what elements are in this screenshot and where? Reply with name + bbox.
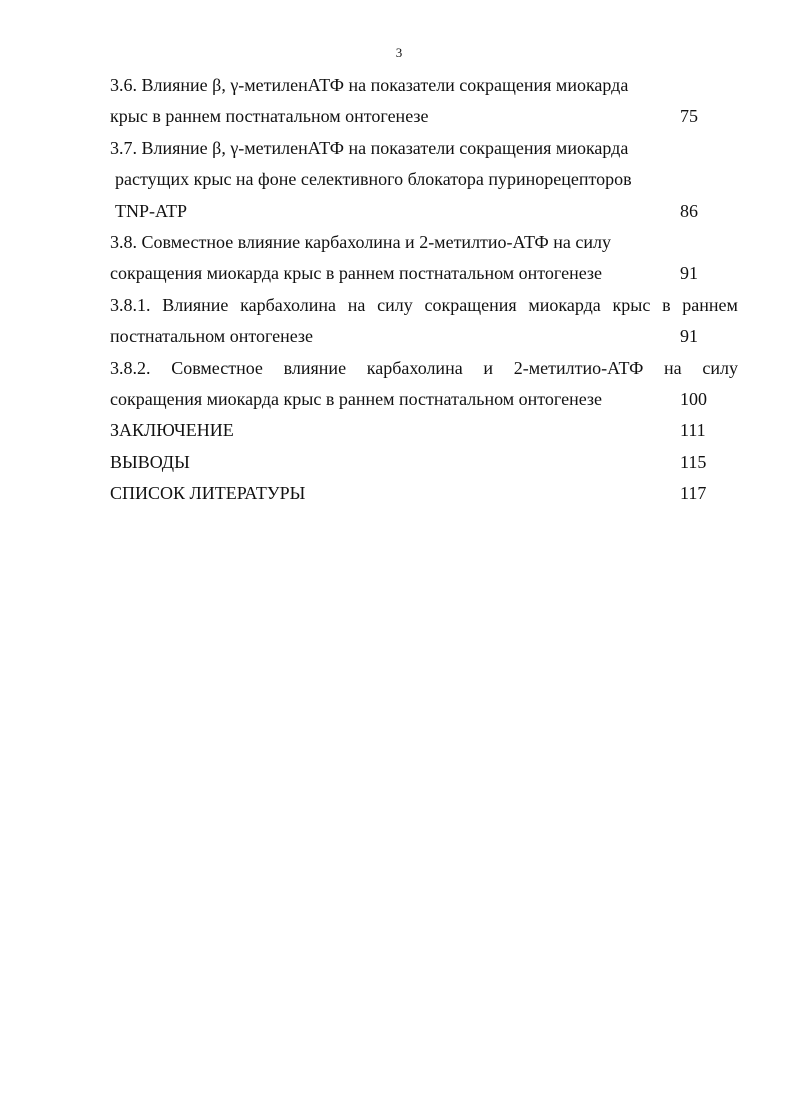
toc-entry-3-8-line-1: 3.8. Совместное влияние карбахолина и 2-метилтио-АТФ на силу bbox=[110, 231, 612, 252]
toc-entry-text: сокращения миокарда крыс в раннем постнатальном онтогенезе bbox=[110, 263, 603, 284]
toc-entry-3-8-1-line-1 bbox=[110, 290, 738, 321]
toc-word: крыс bbox=[612, 294, 651, 315]
toc-entry-3-8-line-2 bbox=[110, 258, 738, 289]
toc-entry-findings bbox=[110, 447, 738, 478]
toc-entry-3-7-line-3 bbox=[110, 196, 738, 227]
toc-page-number: 117 bbox=[680, 483, 707, 504]
toc-entry-text: крыс в раннем постнатальном онтогенезе bbox=[110, 106, 429, 127]
toc-page-number: 91 bbox=[680, 326, 698, 347]
toc-word: 3.8.2. bbox=[110, 357, 151, 378]
toc-word: 3.8.1. bbox=[110, 294, 151, 315]
toc-entry-text: постнатальном онтогенезе bbox=[110, 326, 314, 347]
toc-entry-text: ВЫВОДЫ bbox=[110, 451, 190, 472]
toc-entry-conclusion bbox=[110, 415, 738, 446]
toc-entry-3-6-line-2 bbox=[110, 101, 738, 132]
toc-word: силу bbox=[377, 294, 413, 315]
toc-word: в bbox=[662, 294, 671, 315]
toc-word: на bbox=[347, 294, 366, 315]
toc-page-number: 86 bbox=[680, 200, 698, 221]
toc-entry-references bbox=[110, 478, 738, 509]
toc-page-number: 111 bbox=[680, 420, 706, 441]
toc-word: влияние bbox=[283, 357, 347, 378]
toc-page-number: 100 bbox=[680, 388, 707, 409]
toc-word: на bbox=[664, 357, 682, 378]
toc-entry-3-8-2-line-1 bbox=[110, 353, 738, 384]
toc-entry-3-7-line-1: 3.7. Влияние β, γ-метиленАТФ на показатели сокращения миокарда bbox=[110, 137, 629, 158]
toc-word: миокарда bbox=[528, 294, 601, 315]
toc-word: сокращения bbox=[424, 294, 517, 315]
toc-entry-3-8-2-line-2 bbox=[110, 384, 738, 415]
toc-word: Совместное bbox=[171, 357, 263, 378]
toc-page-number: 91 bbox=[680, 263, 698, 284]
toc-page-number: 115 bbox=[680, 451, 707, 472]
page-number: 3 bbox=[395, 45, 403, 60]
toc-entry-text: сокращения миокарда крыс в раннем постнатальном онтогенезе bbox=[110, 388, 603, 409]
toc-word: карбахолина bbox=[366, 357, 463, 378]
toc-page-number: 75 bbox=[680, 106, 698, 127]
toc-word: и bbox=[483, 357, 494, 378]
table-of-contents bbox=[110, 70, 738, 509]
toc-entry-3-6-line-1: 3.6. Влияние β, γ-метиленАТФ на показатели сокращения миокарда bbox=[110, 75, 629, 95]
toc-word: карбахолина bbox=[240, 294, 337, 315]
toc-word: силу bbox=[702, 357, 738, 378]
toc-entry-text: ЗАКЛЮЧЕНИЕ bbox=[110, 420, 234, 441]
toc-entry-3-8-1-line-2 bbox=[110, 321, 738, 352]
toc-entry-text: TNP-ATP bbox=[115, 200, 188, 221]
toc-entry-text: СПИСОК ЛИТЕРАТУРЫ bbox=[110, 483, 306, 504]
toc-word: 2-метилтио-АТФ bbox=[513, 357, 644, 378]
toc-word: раннем bbox=[682, 294, 738, 315]
toc-entry-3-7-line-2: растущих крыс на фоне селективного блокатора пуринорецепторов bbox=[115, 169, 632, 190]
toc-word: Влияние bbox=[162, 294, 229, 315]
